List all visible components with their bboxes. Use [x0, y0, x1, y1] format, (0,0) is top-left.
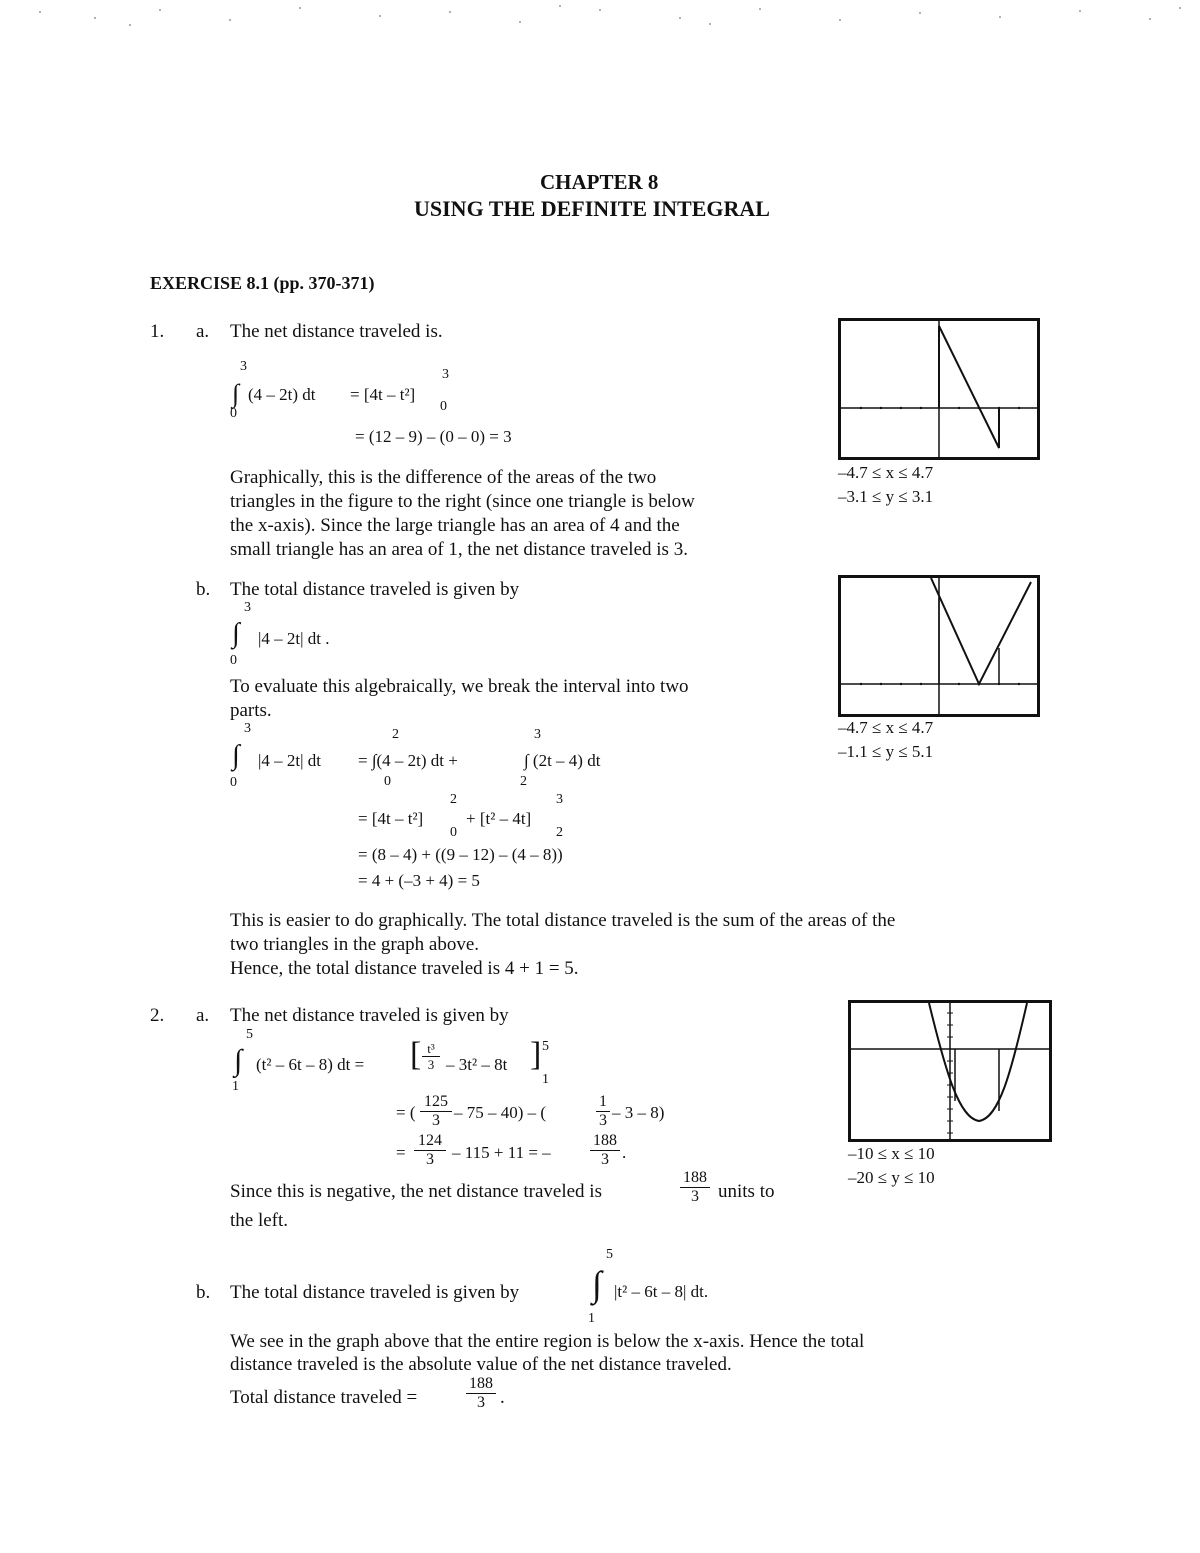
rhs-1b-a-upper: 2 [392, 727, 399, 742]
part-1b-intro: The total distance traveled is given by [230, 579, 520, 600]
para-1a-line4: small triangle has an area of 1, the net distance traveled is 3. [230, 539, 688, 560]
right-bracket-icon: ] [530, 1036, 542, 1073]
problem-2-number: 2. [150, 1005, 165, 1026]
eq-1a-lower: 0 [440, 399, 447, 414]
frac-188-over-3-total: $\frac{188}{3}$ [466, 1376, 496, 1411]
para-2a-since1: Since this is negative, the net distance traveled is [230, 1181, 602, 1202]
integral-sign-icon: ∫ [232, 618, 240, 649]
para-1a-line3: the x-axis). Since the large triangle has an area of 4 and the [230, 515, 680, 536]
eq-2a-line2-end: – 3 – 8) [612, 1103, 665, 1122]
para-2b-total: Total distance traveled = [230, 1387, 418, 1408]
graph-1b-xrange: –4.7 ≤ x ≤ 4.7 [838, 718, 934, 737]
int2-1b-integrand: |4 – 2t| dt [258, 751, 322, 770]
integral-sign-icon: ∫ [592, 1264, 602, 1304]
para-1a-line2: triangles in the figure to the right (since one triangle is below [230, 491, 695, 512]
chapter-label: CHAPTER 8 [540, 170, 659, 194]
eq-1b-line3: = (8 – 4) + ((9 – 12) – (4 – 8)) [358, 845, 563, 864]
bracket-2a-upper: 5 [542, 1039, 549, 1054]
int-1b-upper: 3 [244, 600, 251, 615]
scan-noise [0, 0, 1200, 40]
eq-1a-upper: 3 [442, 367, 449, 382]
part-2b-intro: The total distance traveled is given by [230, 1282, 520, 1303]
parabola-curve [929, 1003, 1027, 1121]
problem-1-number: 1. [150, 321, 165, 342]
velocity-line [939, 326, 999, 448]
int-1a-integrand: (4 – 2t) dt [248, 385, 316, 404]
int-2a-lower: 1 [232, 1079, 239, 1094]
graph-1a-yrange: –3.1 ≤ y ≤ 3.1 [838, 487, 934, 506]
graph-1a [838, 318, 1040, 460]
eq-1b-line2-lower: 0 [450, 825, 457, 840]
para-1b-line1: This is easier to do graphically. The total distance traveled is the sum of the areas of the [230, 910, 896, 931]
para-1b-line3: Hence, the total distance traveled is 4 + 1 = 5. [230, 958, 579, 979]
int-1b-lower: 0 [230, 653, 237, 668]
frac-t3-over-3: $\frac{\text{t³}}{3}$ [422, 1042, 440, 1071]
para-2b-end: . [500, 1387, 505, 1408]
eq-2a-line3-mid: – 115 + 11 = – [452, 1143, 551, 1162]
rhs-1b-b: ∫ (2t – 4) dt [524, 751, 601, 770]
int-2b-upper: 5 [606, 1247, 613, 1262]
int-2a-upper: 5 [246, 1027, 253, 1042]
eq-1a-line1: = [4t – t²] [350, 385, 416, 404]
part-2b-label: b. [196, 1282, 211, 1303]
eq-2a-line3-end: . [622, 1143, 627, 1162]
rhs-1b-b-lower: 2 [520, 774, 527, 789]
eq-2a-line2-open: = ( [396, 1103, 416, 1122]
para-1b-line2: two triangles in the graph above. [230, 934, 480, 955]
rhs-1b-a: = ∫(4 – 2t) dt + [358, 751, 458, 770]
int-1a-upper: 3 [240, 359, 247, 374]
integral-sign-icon: ∫ [234, 1044, 243, 1077]
para-2b-line2: distance traveled is the absolute value of the net distance traveled. [230, 1354, 732, 1375]
frac-188-over-3-since: $\frac{188}{3}$ [680, 1170, 710, 1205]
para-2b-line1: We see in the graph above that the entire region is below the x-axis. Hence the total [230, 1331, 865, 1352]
part-1a-label: a. [196, 321, 210, 342]
graph-2a [848, 1000, 1052, 1142]
int-2b-integrand: |t² – 6t – 8| dt. [614, 1282, 709, 1301]
int2-1b-lower: 0 [230, 775, 237, 790]
graph-1a-xrange: –4.7 ≤ x ≤ 4.7 [838, 463, 934, 482]
eq-1b-line2b: + [t² – 4t] [466, 809, 532, 828]
rhs-1b-a-lower: 0 [384, 774, 391, 789]
eq-2a-line2-mid: – 75 – 40) – ( [454, 1103, 547, 1122]
para-1b-text1: To evaluate this algebraically, we break the interval into two [230, 676, 689, 697]
part-1a-intro: The net distance traveled is. [230, 321, 443, 342]
graph-2a-yrange: –20 ≤ y ≤ 10 [848, 1168, 935, 1187]
page-title: USING THE DEFINITE INTEGRAL [414, 196, 770, 221]
abs-velocity-curve [931, 578, 1031, 684]
bracket-2a-lower: 1 [542, 1072, 549, 1087]
para-2a-since2: units to [718, 1181, 775, 1202]
frac-1-over-3: $\frac{1}{3}$ [596, 1094, 610, 1129]
left-bracket-icon: [ [410, 1036, 422, 1073]
rhs-1b-b-upper: 3 [534, 727, 541, 742]
frac-124-over-3: $\frac{124}{3}$ [414, 1133, 446, 1168]
frac-188-over-3: $\frac{188}{3}$ [590, 1133, 620, 1168]
int-1a-lower: 0 [230, 406, 237, 421]
graph-1b-yrange: –1.1 ≤ y ≤ 5.1 [838, 742, 934, 761]
int-2a-integrand: (t² – 6t – 8) dt = [256, 1055, 365, 1074]
bracket-2a-inner: – 3t² – 8t [446, 1055, 508, 1074]
eq-2a-line3-eq: = [396, 1143, 406, 1162]
part-2a-intro: The net distance traveled is given by [230, 1005, 509, 1026]
eq-1b-line4: = 4 + (–3 + 4) = 5 [358, 871, 480, 890]
integral-sign-icon: ∫ [232, 740, 240, 771]
para-2a-since3: the left. [230, 1210, 289, 1231]
eq-1a-line2: = (12 – 9) – (0 – 0) = 3 [355, 427, 512, 446]
part-2a-label: a. [196, 1005, 210, 1026]
frac-125-over-3: $\frac{125}{3}$ [420, 1094, 452, 1129]
eq-1b-line2b-upper: 3 [556, 792, 563, 807]
eq-1b-line2: = [4t – t²] [358, 809, 424, 828]
para-1b-text2: parts. [230, 700, 272, 721]
integral-sign-icon: ∫ [232, 379, 240, 408]
graph-2a-xrange: –10 ≤ x ≤ 10 [848, 1144, 935, 1163]
graph-1b [838, 575, 1040, 717]
eq-1b-line2-upper: 2 [450, 792, 457, 807]
eq-1b-line2b-lower: 2 [556, 825, 563, 840]
exercise-heading: EXERCISE 8.1 (pp. 370-371) [150, 273, 375, 293]
int-2b-lower: 1 [588, 1311, 595, 1326]
part-1b-label: b. [196, 579, 211, 600]
int-1b-integrand: |4 – 2t| dt . [258, 629, 330, 648]
para-1a-line1: Graphically, this is the difference of the areas of the two [230, 467, 657, 488]
int2-1b-upper: 3 [244, 721, 251, 736]
